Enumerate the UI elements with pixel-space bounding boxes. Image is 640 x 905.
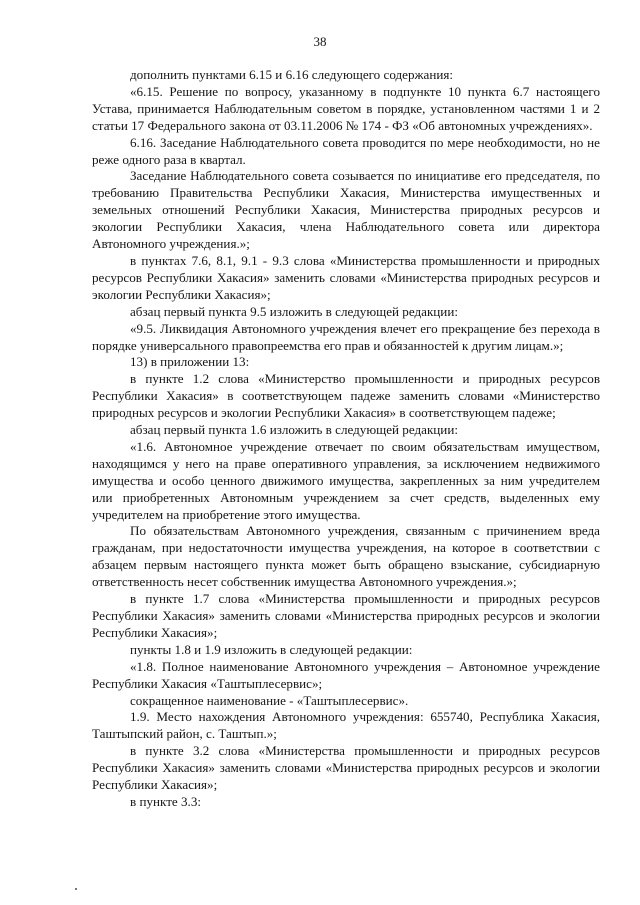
paragraph: в пункте 3.3: <box>130 793 202 809</box>
scan-speck <box>75 888 77 890</box>
paragraph: в пунктах 7.6, 8.1, 9.1 - 9.3 слова «Министерства промышленности и природных ресурсов Республики Хакасия» заменить словами «Министерства природных ресурсов и экологии Республики Хакасия»; <box>92 252 600 302</box>
paragraph: в пункте 1.2 слова «Министерство промышленности и природных ресурсов Республики Хакасия» в соответствующем падеже заменить словами «Министерство природных ресурсов и экологии Республики Хакасия» в соответствующем падеже; <box>92 371 600 421</box>
paragraph: абзац первый пункта 9.5 изложить в следующей редакции: <box>130 303 458 319</box>
body-text <box>92 67 600 811</box>
paragraph: дополнить пунктами 6.15 и 6.16 следующего содержания: <box>130 67 454 82</box>
paragraph: «6.15. Решение по вопросу, указанному в подпункте 10 пункта 6.7 настоящего Устава, принимается Наблюдательным советом в порядке, установленном частями 1 и 2 статьи 17 Федерального закона от 03.11.2006 № 174 - ФЗ «Об автономных учреждениях». <box>92 83 600 133</box>
paragraph: в пункте 1.7 слова «Министерства промышленности и природных ресурсов Республики Хакасия» заменить словами «Министерства природных ресурсов и экологии Республики Хакасия»; <box>92 591 600 640</box>
paragraph: «1.6. Автономное учреждение отвечает по своим обязательствам имуществом, находящимся у него на праве оперативного управления, за исключением недвижимого имущества и особо ценного движимого имущества, закрепленных за ним учредителем или приобретенных Автономным учреждением за счет средств, выделенных ему учредителем на приобретение этого имущества. <box>92 438 600 522</box>
paragraph: абзац первый пункта 1.6 изложить в следующей редакции: <box>130 422 458 438</box>
paragraph: пункты 1.8 и 1.9 изложить в следующей редакции: <box>130 641 413 657</box>
paragraph: Заседание Наблюдательного совета созывается по инициативе его председателя, по требованию Правительства Республики Хакасия, Министерства имущественных и земельных отношений Республики Хакасия, Министерства природных ресурсов и экологии Республики Хакасия, члена Наблюдательного совета или директора Автономного учреждения.»; <box>92 168 600 252</box>
paragraph: По обязательствам Автономного учреждения, связанным с причинением вреда гражданам, при недостаточности имущества учреждения, на которое в соответствии с абзацем первым настоящего пункта может быть обращено взыскание, субсидиарную ответственность несет собственник имущества Автономного учреждения.»; <box>92 523 600 590</box>
page-number: 38 <box>313 34 327 49</box>
paragraph: 13) в приложении 13: <box>130 354 250 370</box>
paragraph: «1.8. Полное наименование Автономного учреждения – Автономное учреждение Республики Хакасия «Таштыплесервис»; <box>92 658 600 691</box>
paragraph: «9.5. Ликвидация Автономного учреждения влечет его прекращение без перехода в порядке универсального правопреемства его прав и обязанностей к другим лицам.»; <box>92 320 600 353</box>
paragraph: 1.9. Место нахождения Автономного учреждения: 655740, Республика Хакасия, Таштыпский район, с. Таштып.»; <box>92 709 600 742</box>
paragraph: сокращенное наименование - «Таштыплесервис». <box>130 692 409 708</box>
paragraph: в пункте 3.2 слова «Министерства промышленности и природных ресурсов Республики Хакасия» заменить словами «Министерства природных ресурсов и экологии Республики Хакасия»; <box>92 743 600 793</box>
paragraph: 6.16. Заседание Наблюдательного совета проводится по мере необходимости, но не реже одного раза в квартал. <box>92 134 600 167</box>
